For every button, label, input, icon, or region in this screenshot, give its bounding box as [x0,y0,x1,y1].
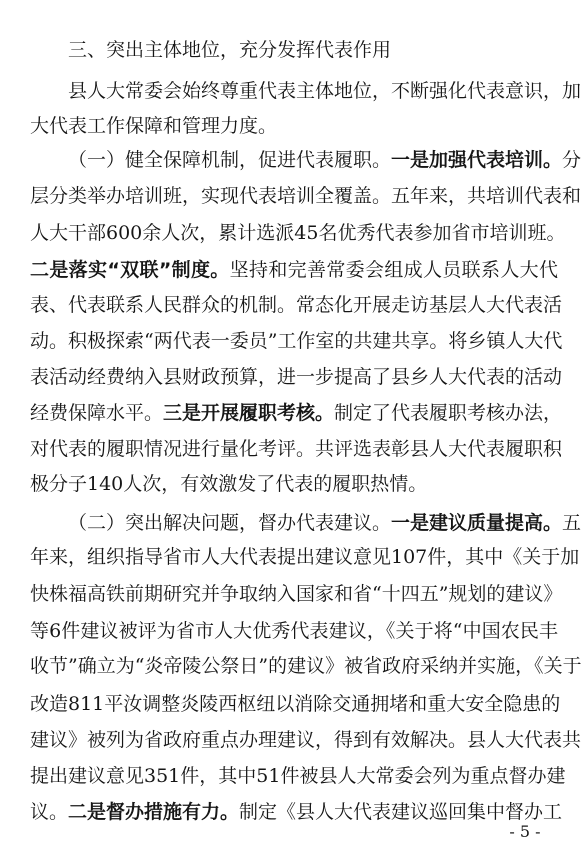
text-run: 改造811平汝调整炎陵西枢纽以消除交通拥堵和重大安全隐患的 [30,693,561,715]
text-line [30,221,566,245]
text-run: 层分类举办培训班，实现代表培训全覆盖。五年来，共培训代表和 [30,185,582,207]
text-run: 表活动经费纳入县财政预算，进一步提高了县乡人大代表的活动 [30,366,563,388]
bold-phrase: 二是督办措施有力。 [68,801,240,823]
text-line [30,148,582,172]
text-line [30,365,563,389]
text-line [30,582,563,606]
text-line [30,764,566,788]
text-run: 制定《县人大代表建议巡回集中督办工 [239,801,563,823]
text-run: 动。积极探索“两代表一委员”工作室的共建共享。将乡镇人大代 [30,330,563,352]
text-run: 收节”确立为“炎帝陵公祭日”的建议》被省政府采纳并实施，《关于 [30,655,582,677]
text-line [30,472,558,496]
text-run: 分 [562,149,582,171]
text-run: （二）突出解决问题，督办代表建议。 [68,512,392,534]
bold-phrase: 一是加强代表培训。 [391,149,563,171]
text-run: 等6件建议被评为省市人大优秀代表建议，《关于将“中国农民丰 [30,620,558,642]
text-line [30,728,582,752]
text-line [30,329,563,353]
text-line [30,114,558,138]
text-run: 大代表工作保障和管理力度。 [30,115,278,137]
text-line [30,293,563,317]
text-run: 经费保障水平。 [30,402,164,424]
text-run: 制定了代表履职考核办法， [334,402,563,424]
text-line [30,800,563,824]
text-line [30,619,558,643]
text-run: 县人大常委会始终尊重代表主体地位，不断强化代表意识，加 [68,80,582,102]
text-run: 表、代表联系人民群众的机制。常态化开展走访基层人大代表活 [30,294,563,316]
bold-phrase: 三是开展履职考核。 [163,402,335,424]
text-run: 坚持和完善常委会组成人员联系人大代 [229,259,558,281]
bold-phrase: 一是建议质量提高。 [391,512,563,534]
text-line [30,692,561,716]
text-line [30,184,582,208]
section-heading: 三、突出主体地位，充分发挥代表作用 [68,39,392,61]
text-run: 人大干部600余人次，累计选派45名优秀代表参加省市培训班。 [30,222,566,244]
text-run: （一）健全保障机制，促进代表履职。 [68,149,392,171]
text-line [30,545,580,569]
text-run: 极分子140人次，有效激发了代表的履职热情。 [30,473,428,495]
text-run: 建议》被列为省政府重点办理建议，得到有效解决。县人大代表共 [30,729,582,751]
text-line [30,258,558,282]
page-number: - 5 - [509,822,541,841]
text-run: 年来，组织指导省市人大代表提出建议意见107件，其中《关于加 [30,546,580,568]
bold-phrase: 二是落实“双联”制度。 [30,259,230,281]
text-run: 快株福高铁前期研究并争取纳入国家和省“十四五”规划的建议》 [30,583,563,605]
text-line [30,79,582,103]
text-run: 议。 [30,801,69,823]
text-line [30,511,582,535]
text-line [30,401,563,425]
text-line [30,654,582,678]
text-line [30,437,563,461]
text-run: 对代表的履职情况进行量化考评。共评选表彰县人大代表履职积 [30,438,563,460]
text-run: 提出建议意见351件，其中51件被县人大常委会列为重点督办建 [30,765,566,787]
text-run: 五 [562,512,582,534]
